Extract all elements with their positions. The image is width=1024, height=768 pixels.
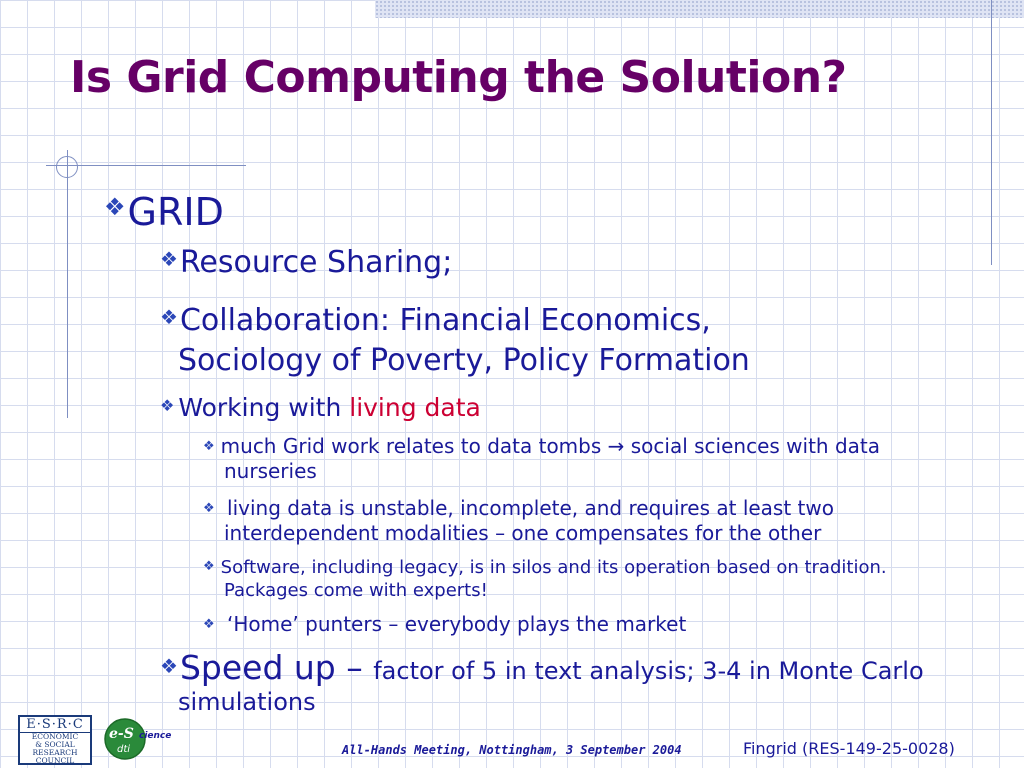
esrc-logo-letters: E·S·R·C bbox=[20, 717, 90, 733]
speed-up-heading: Speed up – bbox=[179, 648, 374, 687]
bullet-text-continued: Packages come with experts! bbox=[224, 580, 488, 601]
footer-grant: Fingrid (RES-149-25-0028) bbox=[743, 739, 955, 758]
bullet-text: Software, including legacy, is in silos and its operation based on tradition. bbox=[220, 557, 887, 578]
bullet-data-tombs bbox=[203, 434, 880, 484]
bullet-collaboration bbox=[160, 297, 750, 381]
bullet-working-with-living-data bbox=[160, 393, 481, 422]
bullet-text: much Grid work relates to data tombs → social sciences with data bbox=[220, 434, 880, 458]
bullet-text: Resource Sharing; bbox=[179, 245, 453, 280]
svg-text:dti: dti bbox=[117, 744, 131, 755]
highlight-text: living data bbox=[349, 393, 481, 422]
speed-up-detail: factor of 5 in text analysis; 3-4 in Monte Carlo bbox=[373, 657, 924, 685]
bullet-text-continued: interdependent modalities – one compensates for the other bbox=[224, 521, 822, 545]
esrc-logo-line: COUNCIL bbox=[35, 756, 75, 765]
bullet-text: GRID bbox=[127, 190, 224, 234]
speed-up-detail-continued: simulations bbox=[178, 688, 316, 716]
diamond-bullet-icon: ❖ bbox=[104, 193, 126, 221]
bullet-text: Collaboration: Financial Economics, bbox=[179, 303, 711, 338]
diamond-bullet-icon: ❖ bbox=[203, 501, 215, 516]
bullet-text-continued: Sociology of Poverty, Policy Formation bbox=[178, 343, 750, 378]
bullet-speed-up bbox=[160, 648, 924, 715]
bullet-home-punters bbox=[203, 612, 686, 637]
decorative-vertical-line-left bbox=[67, 150, 68, 418]
svg-text:cience: cience bbox=[139, 731, 172, 741]
esrc-logo-line: & SOCIAL bbox=[35, 740, 75, 749]
diamond-bullet-icon: ❖ bbox=[203, 439, 215, 454]
diamond-bullet-icon: ❖ bbox=[160, 247, 178, 271]
footer-meeting: All-Hands Meeting, Nottingham, 3 September 2004 bbox=[342, 743, 682, 757]
bullet-resource-sharing bbox=[160, 245, 452, 280]
bullet-text: Working with bbox=[178, 393, 350, 422]
diamond-bullet-icon: ❖ bbox=[160, 305, 178, 329]
bullet-software-silos bbox=[203, 555, 887, 602]
diamond-bullet-icon: ❖ bbox=[160, 396, 175, 415]
bullet-text: ‘Home’ punters – everybody plays the market bbox=[220, 612, 687, 636]
top-decorative-band bbox=[375, 0, 1024, 18]
diamond-bullet-icon: ❖ bbox=[203, 617, 215, 632]
bullet-grid bbox=[104, 190, 224, 234]
decorative-vertical-line-right bbox=[991, 0, 992, 265]
esrc-logo-line: RESEARCH bbox=[32, 748, 78, 757]
diamond-bullet-icon: ❖ bbox=[160, 654, 178, 678]
escience-logo bbox=[103, 716, 173, 762]
esrc-logo bbox=[18, 715, 92, 765]
svg-text:e-S: e-S bbox=[109, 726, 134, 742]
bullet-text-continued: nurseries bbox=[224, 459, 317, 483]
esrc-logo-line: ECONOMIC bbox=[31, 732, 79, 741]
diamond-bullet-icon: ❖ bbox=[203, 559, 215, 574]
bullet-living-data-unstable bbox=[203, 496, 834, 546]
bullet-text: living data is unstable, incomplete, and requires at least two bbox=[220, 496, 834, 520]
slide-title: Is Grid Computing the Solution? bbox=[70, 52, 847, 103]
decorative-circle bbox=[56, 156, 78, 178]
